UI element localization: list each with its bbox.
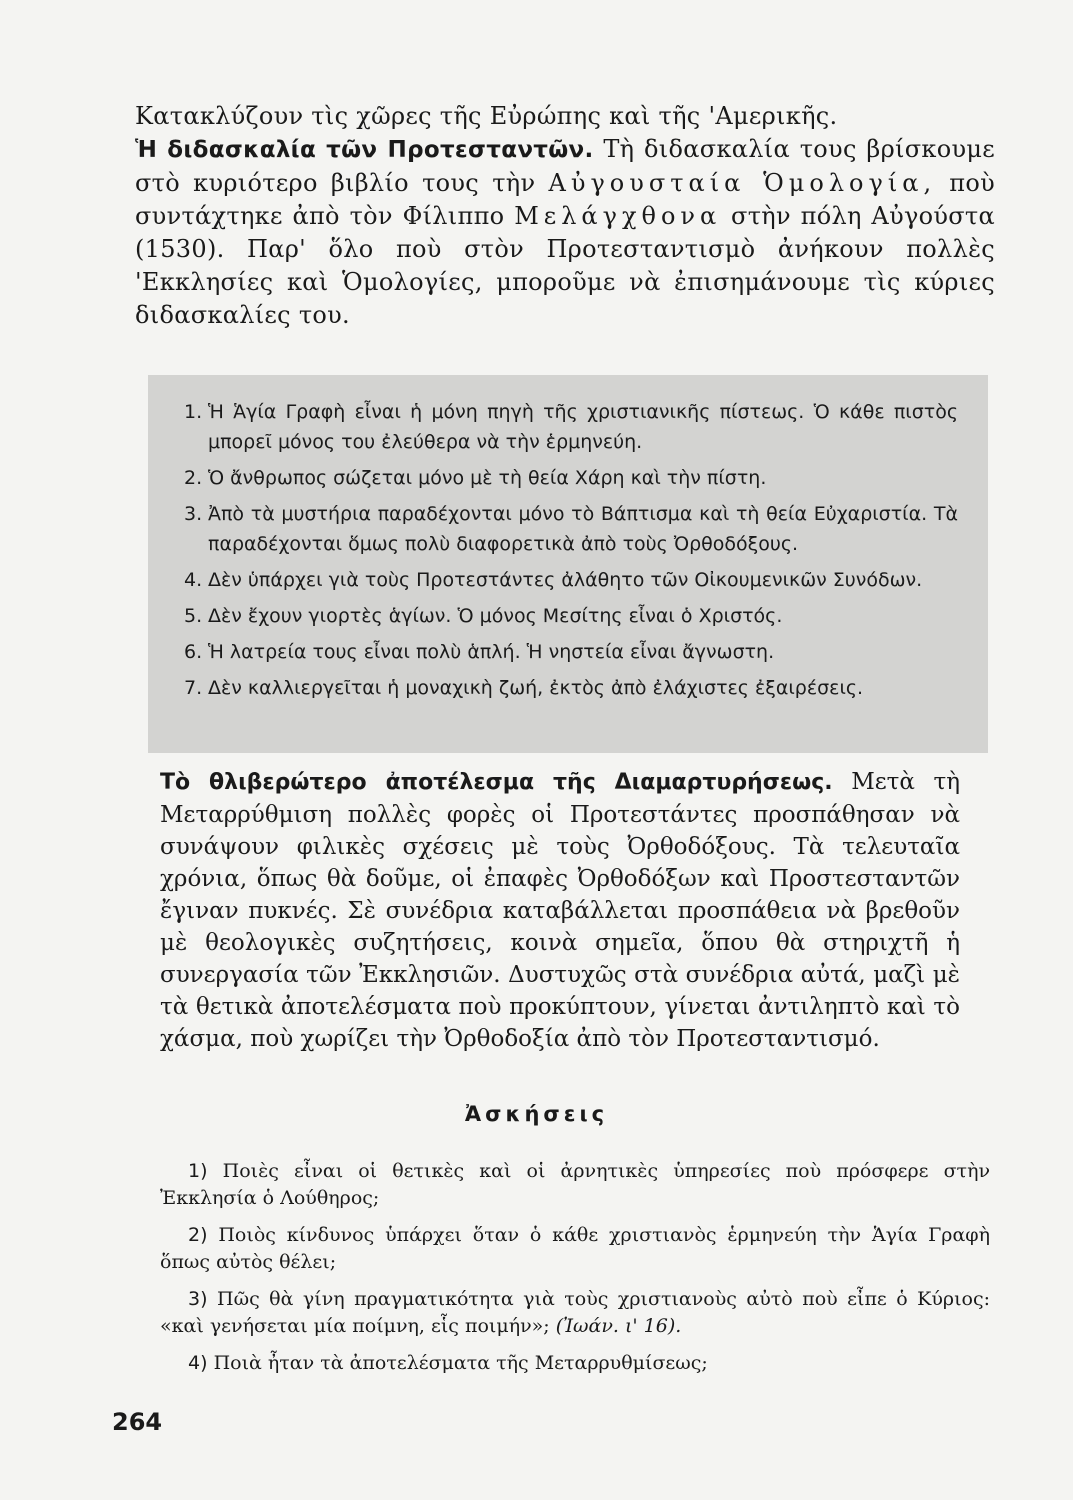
section-heading-result: Τὸ θλιβερώτερο ἀποτέλεσμα τῆς Διαμαρτυρήσεως. [160,770,833,795]
teaching-item: 3. Ἀπὸ τὰ μυστήρια παραδέχονται μόνο τὸ Βάπτισμα καὶ τὴ θεία Εὐχαριστία. Τὰ παραδέχονται ὅμως πολὺ διαφορετικὰ ἀπὸ τοὺς Ὀρθοδόξους. [184,503,958,555]
scripture-reference: (Ἰωάν. ι' 16). [555,1315,682,1337]
teaching-item: 4. Δὲν ὑπάρχει γιὰ τοὺς Προτεστάντες ἀλάθητο τῶν Οἰκουμενικῶν Συνόδων. [184,569,923,591]
exercises-list [160,1158,990,1387]
teaching-item: 2. Ὁ ἄνθρωπος σώζεται μόνο μὲ τὴ θεία Χάρη καὶ τὴν πίστη. [184,467,767,489]
teachings-box [148,375,988,753]
exercise-item: 3) Πῶς θὰ γίνη πραγματικότητα γιὰ τοὺς χριστιανοὺς αὐτὸ ποὺ εἶπε ὁ Κύριος: «καὶ γενήσεται μία ποίμνη, εἷς ποιμήν»; (Ἰωάν. ι' 16). [160,1288,991,1337]
augsburg-confession: Αὐγουσταία Ὁμολογία, [548,169,937,197]
teaching-item: 7. Δὲν καλλιεργεῖται ἡ μοναχικὴ ζωή, ἐκτὸς ἀπὸ ἐλάχιστες ἐξαιρέσεις. [184,677,864,699]
page-number: 264 [112,1408,163,1436]
exercise-item: 1) Ποιὲς εἶναι οἱ θετικὲς καὶ οἱ ἀρνητικὲς ὑπηρεσίες ποὺ πρόσφερε στὴν Ἐκκλησία ὁ Λούθηρος; [160,1160,990,1209]
intro-first-line: Κατακλύζουν τὶς χῶρες τῆς Εὐρώπης καὶ τῆς 'Αμερικῆς. [135,102,838,130]
teaching-item: 6. Ἡ λατρεία τους εἶναι πολὺ ἁπλή. Ἡ νηστεία εἶναι ἄγνωστη. [184,641,775,663]
teaching-item: 1. Ἡ Ἁγία Γραφὴ εἶναι ἡ μόνη πηγὴ τῆς χριστιανικῆς πίστεως. Ὁ κάθε πιστὸς μπορεῖ μόνος του ἐλεύθερα νὰ τὴν ἑρμηνεύη. [184,401,958,453]
exercise-item: 2) Ποιὸς κίνδυνος ὑπάρχει ὅταν ὁ κάθε χριστιανὸς ἑρμηνεύη τὴν Ἁγία Γραφὴ ὅπως αὐτὸς θέλει; [160,1224,990,1273]
exercises-title: Ἀσκήσεις [464,1102,609,1126]
melanchthon-name: Μελάγχθονα [514,202,722,230]
exercise-item: 4) Ποιὰ ἦταν τὰ ἀποτελέσματα τῆς Μεταρρυθμίσεως; [188,1352,708,1374]
intro-body: Ἡ διδασκαλία τῶν Προτεσταντῶν. Τὴ διδασκαλία τους βρίσκουμε στὸ κυριότερο βιβλίο τους τὴν Αὐγουσταία Ὁμολογία, ποὺ συντάχτηκε ἀπὸ τὸν Φίλιππο Μελάγχθονα στὴν πόλη Αὐγούστα (1530). Παρ' ὅλο ποὺ στὸν Προτεσταντισμὸ ἀνήκουν πολλὲς 'Εκκλησίες καὶ Ὁμολογίες, μποροῦμε νὰ ἐπισημάνουμε τὶς κύριες διδασκαλίες του. [135,135,996,329]
teachings-list [148,375,988,703]
intro-paragraph [135,100,995,332]
section-heading-teaching: Ἡ διδασκαλία τῶν Προτεσταντῶν. [135,137,594,163]
teaching-item: 5. Δὲν ἔχουν γιορτὲς ἁγίων. Ὁ μόνος Μεσίτης εἶναι ὁ Χριστός. [184,605,783,627]
result-paragraph: Τὸ θλιβερώτερο ἀποτέλεσμα τῆς Διαμαρτυρήσεως. Μετὰ τὴ Μεταρρύθμιση πολλὲς φορὲς οἱ Προτεστάντες προσπάθησαν νὰ συνάψουν φιλικὲς σχέσεις μὲ τοὺς Ὀρθοδόξους. Τὰ τελευταῖα χρόνια, ὅπως θὰ δοῦμε, οἱ ἐπαφὲς Ὀρθοδόξων καὶ Προστεσταντῶν ἔγιναν πυκνές. Σὲ συνέδρια καταβάλλεται προσπάθεια νὰ βρεθοῦν μὲ θεολογικὲς συζητήσεις, κοινὰ σημεῖα, ὅπου θὰ στηριχτῆ ἡ συνεργασία τῶν Ἐκκλησιῶν. Δυστυχῶς στὰ συνέδρια αὐτά, μαζὶ μὲ τὰ θετικὰ ἀποτελέσματα ποὺ προκύπτουν, γίνεται ἀντιληπτὸ καὶ τὸ χάσμα, ποὺ χωρίζει τὴν Ὀρθοδοξία ἀπὸ τὸν Προτεσταντισμό. [160,769,960,1052]
